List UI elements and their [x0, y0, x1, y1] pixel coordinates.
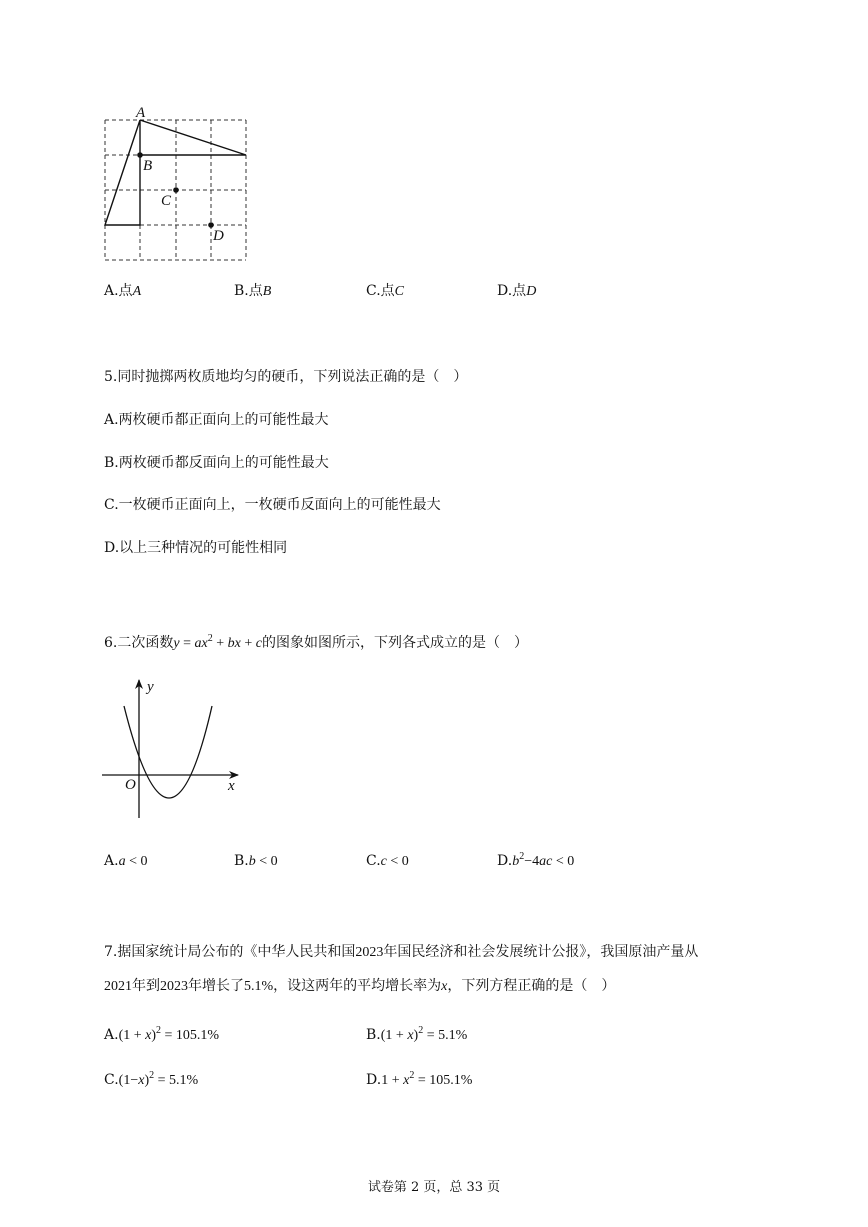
- point-b-label: B: [143, 158, 153, 174]
- q6-stem: 6.二次函数$y = ax^2$ + bx + c的图象如图所示，下列各式成立的是（ ）: [104, 633, 528, 651]
- page-footer: 试卷第 2 页，总 33 页: [367, 1180, 501, 1195]
- q5-option-a: A.两枚硬币都正面向上的可能性最大: [104, 412, 329, 428]
- q6-option-b: B.b < 0: [234, 853, 278, 869]
- q7-option-d: $D.1 + x^2 = 105.1\%$: [366, 1070, 473, 1088]
- q5-option-c: C.一枚硬币正面向上，一枚硬币反面向上的可能性最大: [104, 497, 441, 513]
- point-c-label: C: [161, 193, 172, 209]
- q4-option-a: A.点A: [104, 283, 142, 299]
- x-axis-label: x: [228, 778, 235, 794]
- q6-option-a: A.a < 0: [104, 853, 148, 869]
- q7-stem-line2: 2021年到2023年增长了5.1%，设这两年的平均增长率为x，下列方程正确的是（ ）: [104, 978, 616, 994]
- q7-option-b: $B.(1 + x)^2 = 5.1\%$: [366, 1025, 468, 1043]
- q7-stem-line1: 7.据国家统计局公布的《中华人民共和国2023年国民经济和社会发展统计公报》，我国原油产量从: [104, 944, 699, 960]
- point-d-label: D: [213, 228, 224, 244]
- q6-function-formula: $y = ax^2$ + bx + c: [173, 633, 262, 651]
- q4-option-b: B.点B: [234, 283, 272, 299]
- q4-option-d: D.点D: [497, 283, 537, 299]
- q6-option-d: $D.b^2-4ac < 0$: [497, 851, 575, 869]
- q5-stem: 5.同时抛掷两枚质地均匀的硬币，下列说法正确的是（ ）: [104, 369, 468, 385]
- q7-option-a: $A.(1 + x)^2 = 105.1\%$: [104, 1025, 220, 1043]
- q5-option-d: D.以上三种情况的可能性相同: [104, 540, 288, 556]
- q7-option-c: $C.(1-x)^2 = 5.1\%$: [104, 1070, 199, 1088]
- q6-parabola-graph: [96, 672, 256, 824]
- q5-option-b: B.两枚硬币都反面向上的可能性最大: [104, 455, 329, 471]
- point-a-label: A: [136, 105, 146, 121]
- q6-option-c: C.c < 0: [366, 853, 409, 869]
- q4-grid-figure: [96, 102, 256, 252]
- origin-label: O: [125, 777, 136, 793]
- parabola-curve: [124, 706, 212, 798]
- q4-option-c: C.点C: [366, 283, 405, 299]
- y-axis-label: y: [147, 679, 154, 695]
